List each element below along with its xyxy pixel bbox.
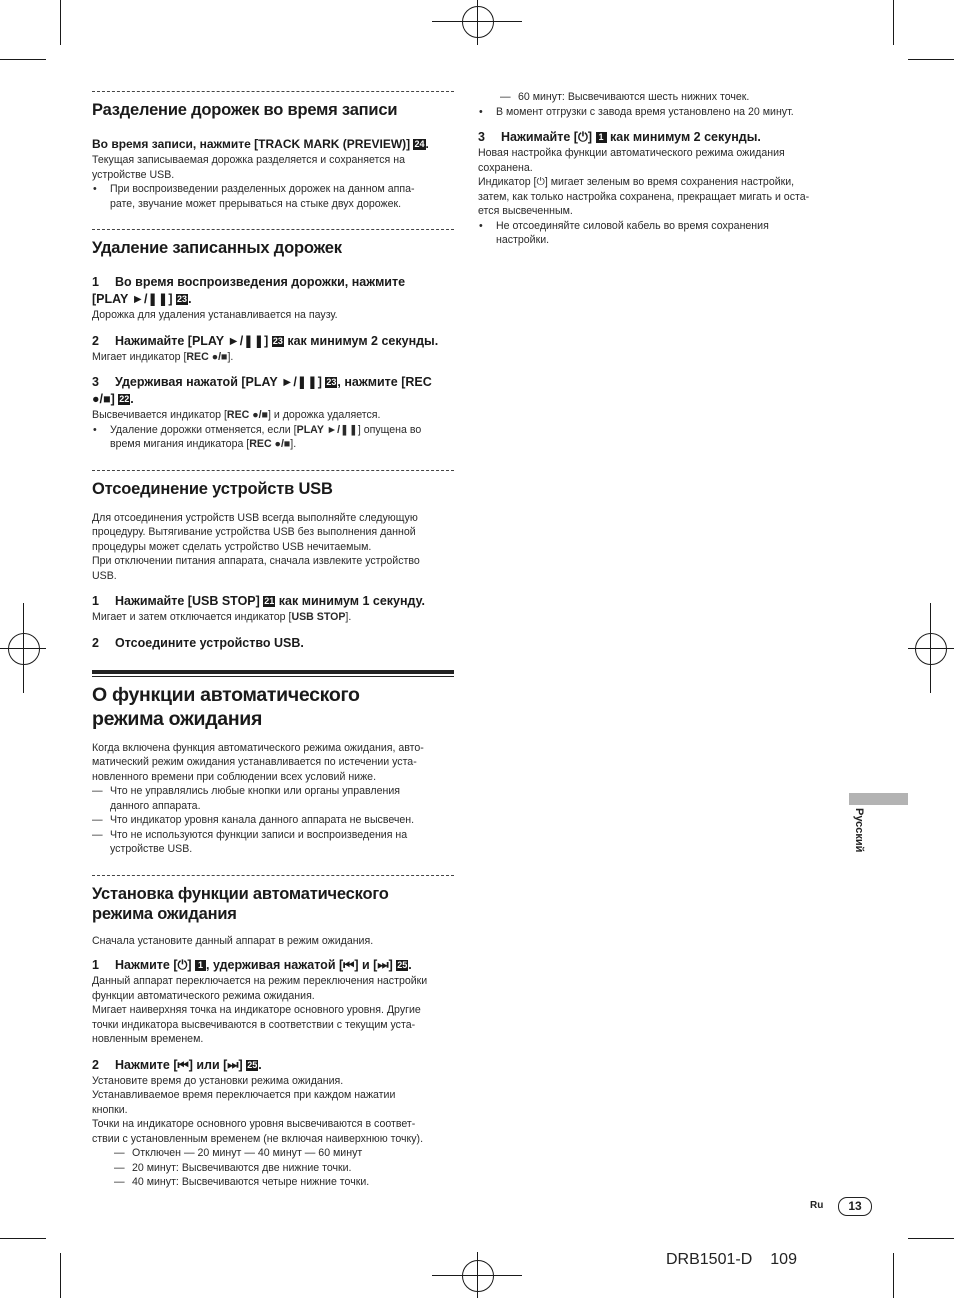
button-ref-box: 22 (119, 394, 130, 404)
paragraph: Дорожка для удаления устанавливается на паузу. (92, 309, 338, 321)
section-divider (92, 875, 454, 876)
condition-item: — Что не используются функции записи и воспроизведения на устройстве USB. (92, 828, 408, 855)
language-tab (849, 793, 908, 805)
paragraph: Высвечивается индикатор [REC ●/■] и дорожка удаляется. (92, 409, 381, 421)
step-delete-3: 3 Удерживая нажатой [PLAY ►/❚❚] 23, нажмите [REC ●/■] 22. (92, 375, 432, 406)
main-title-auto-standby: О функции автоматического режима ожидания (92, 683, 360, 730)
language-label: Русский (853, 808, 865, 853)
auto-standby-intro: Когда включена функция автоматического режима ожидания, авто- матический режим ожидания устанавливается по истечении уста- новленного времени при соблюдении всех условий ниже. (92, 741, 424, 783)
button-ref-box: 25 (247, 1059, 258, 1070)
condition-item: — Что не управлялись любые кнопки или органы управления данного аппарата. (92, 785, 400, 812)
button-ref-box: 1 (195, 960, 206, 971)
step-split: Во время записи, нажмите [TRACK MARK (PREVIEW)] 24. (92, 137, 429, 151)
option-item: — 40 минут: Высвечиваются четыре нижние точки. (114, 1176, 370, 1188)
right-column (478, 88, 838, 248)
bullet-item: • Не отсоединяйте силовой кабель во время сохранения настройки. (479, 219, 769, 246)
main-divider (92, 670, 454, 677)
option-item: — 20 минут: Высвечиваются две нижние точки. (114, 1161, 352, 1174)
paragraph: Мигает и затем отключается индикатор [USB STOP]. (92, 611, 352, 623)
button-ref-box: 24 (414, 139, 425, 149)
section-divider (92, 91, 454, 92)
left-column (92, 88, 454, 1190)
section-divider (92, 229, 454, 230)
page-number-badge: 13 (838, 1197, 872, 1216)
button-ref-box: 21 (264, 596, 275, 606)
button-ref-box: 23 (326, 377, 337, 387)
step-setting-3: 3 Нажимайте [⏻] 1 как минимум 2 секунды. (478, 130, 761, 144)
section-title-split: Разделение дорожек во время записи (92, 101, 398, 119)
registration-circle (915, 633, 947, 665)
page-language-code: Ru (810, 1200, 824, 1211)
print-page-number: 109 (770, 1251, 797, 1268)
step-usb-1: 1 Нажимайте [USB STOP] 21 как минимум 1 секунду. (92, 594, 425, 608)
condition-item: — Что индикатор уровня канала данного аппарата не высвечен. (92, 814, 415, 826)
crop-mark (0, 59, 46, 60)
button-ref-box: 1 (596, 132, 607, 143)
registration-circle (8, 633, 40, 665)
section-title-delete: Удаление записанных дорожек (92, 239, 342, 257)
crop-mark (60, 0, 61, 45)
button-ref-box: 25 (397, 960, 408, 970)
crop-mark (908, 59, 954, 60)
button-ref-box: 23 (272, 335, 283, 346)
bullet-item: • В момент отгрузки с завода время установлено на 20 минут. (479, 105, 794, 118)
step-setting-1: 1 Нажмите [⏻] 1 , удерживая нажатой [⏮] и [⏭] 25. (92, 958, 412, 972)
registration-circle (462, 6, 494, 38)
button-ref-box: 23 (177, 294, 188, 304)
step-setting-2: 2 Нажмите [⏮] или [⏭] 25. (92, 1057, 262, 1072)
usb-intro: Для отсоединения устройств USB всегда выполняйте следующую процедуру. Вытягивание устройства USB без выполнения данной процедуры может сделать устройство USB нечитаемым. При отключении питания аппарата, сначала извлеките устройство USB. (92, 511, 420, 582)
step-setting-1-body: Данный аппарат переключается на режим переключения настройки функции автоматического режима ожидания. Мигает наиверхняя точка на индикаторе основного уровня. Другие точки индикатора высвечиваются в соответствии с текущим уста- новленным временем. (92, 975, 428, 1045)
step-delete-2: 2 Нажимайте [PLAY ►/❚❚] 23 как минимум 2 секунды. (92, 333, 439, 348)
bullet-item: • Удаление дорожки отменяется, если [PLAY ►/❚❚] опущена во время мигания индикатора [REC ●/■]. (93, 423, 422, 450)
step-delete-1: 1 Во время воспроизведения дорожки, нажмите [PLAY ►/❚❚] 23. (92, 275, 406, 306)
crop-mark (60, 1253, 61, 1298)
registration-circle (462, 1260, 494, 1292)
step-setting-3-body: Новая настройка функции автоматического режима ожидания сохранена. Индикатор [⏻] мигает зеленым во время сохранения настройки, затем, как только настройка сохранена, прекращает мигать и оста- ется высвеченным. (478, 147, 810, 217)
paragraph: Текущая записываемая дорожка разделяется и сохраняется на (92, 154, 405, 166)
document-code: DRB1501-D (666, 1251, 753, 1268)
bullet-item: • При воспроизведении разделенных дорожек на данном аппа- рате, звучание может прерываться на стыке двух дорожек. (93, 183, 415, 210)
crop-mark (908, 1238, 954, 1239)
footer (666, 1251, 797, 1269)
crop-mark (893, 1253, 894, 1298)
crop-mark (0, 1238, 46, 1239)
paragraph: Сначала установите данный аппарат в режим ожидания. (92, 934, 374, 947)
option-item: — Отключен — 20 минут — 40 минут — 60 минут (114, 1147, 363, 1159)
paragraph: устройстве USB. (92, 168, 175, 181)
section-title-setting: Установка функции автоматического режима ожидания (92, 884, 389, 923)
step-usb-2: 2 Отсоедините устройство USB. (92, 635, 304, 650)
crop-mark (893, 0, 894, 45)
section-divider (92, 470, 454, 471)
step-setting-2-body: Установите время до установки режима ожидания. Устанавливаемое время переключается при каждом нажатии кнопки. Точки на индикаторе основного уровня высвечиваются в соответ- ствии с установленным временем (не включая наиверхнюю точку). (92, 1074, 424, 1145)
option-item: — 60 минут: Высвечиваются шесть нижних точек. (500, 91, 750, 103)
paragraph: Мигает индикатор [REC ●/■]. (92, 350, 234, 363)
section-title-usb: Отсоединение устройств USB (92, 479, 333, 498)
